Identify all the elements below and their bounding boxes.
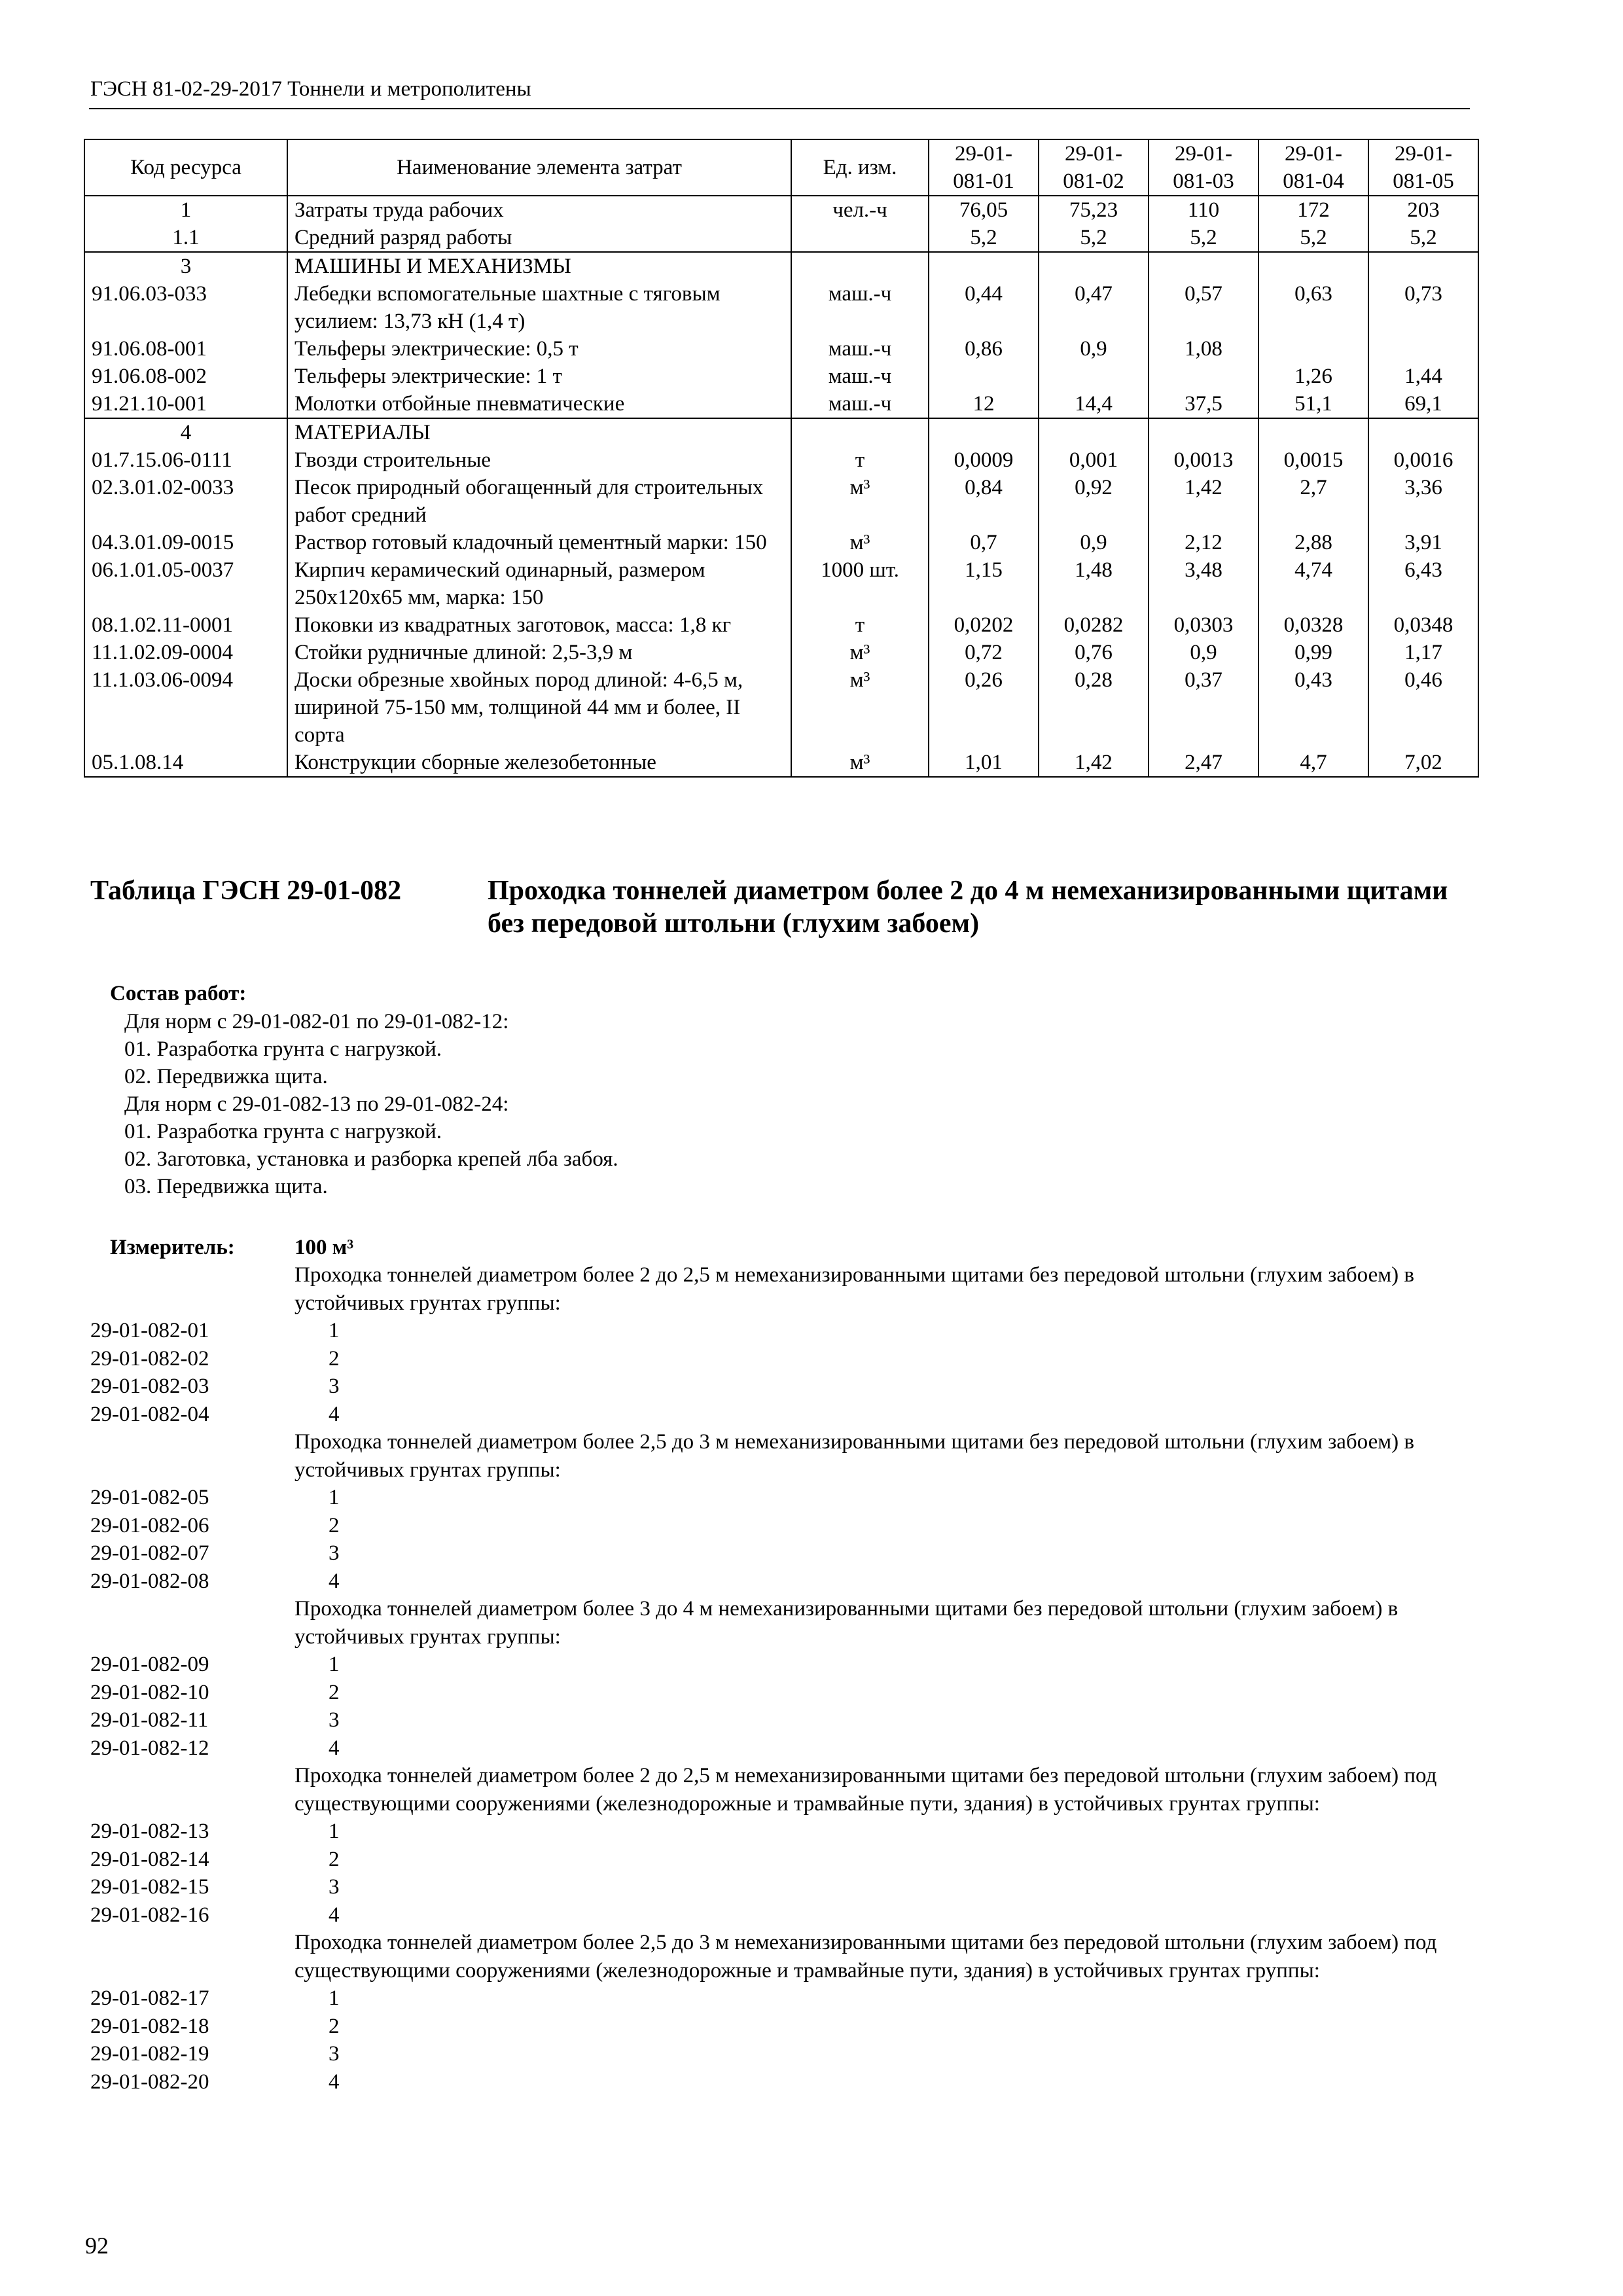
value-cell — [1258, 335, 1368, 363]
value-cell: 1,01 — [929, 749, 1039, 777]
norm-code: 29-01-082-07 — [90, 1541, 209, 1565]
value-cell: 5,2 — [1368, 224, 1478, 252]
table-row — [84, 224, 1478, 252]
norm-code: 29-01-082-12 — [90, 1736, 209, 1760]
table-body — [84, 196, 1478, 777]
value-cell — [1149, 418, 1258, 446]
unit-cell — [791, 252, 929, 280]
norm-group-description: Проходка тоннелей диаметром более 3 до 4 м немеханизированными щитами без передовой штольни (глухим забоем) в устойчивых грунтах группы: — [294, 1597, 1399, 1649]
resource-code-cell: 91.06.08-002 — [84, 363, 287, 390]
value-cell: 0,9 — [1039, 529, 1149, 556]
soil-group-number: 3 — [329, 1374, 340, 1398]
soil-group-number: 1 — [329, 1653, 340, 1676]
resource-code-cell: 3 — [84, 252, 287, 280]
resource-name-cell: Раствор готовый кладочный цементный марки: 150 — [287, 529, 791, 556]
unit-cell: маш.-ч — [791, 363, 929, 390]
soil-group-number: 2 — [329, 1346, 340, 1371]
value-cell: 0,76 — [1039, 639, 1149, 666]
norm-item — [90, 1317, 1478, 1345]
column-header: 29-01- 081-05 — [1368, 139, 1478, 196]
value-cell: 2,88 — [1258, 529, 1368, 556]
value-cell: 1,48 — [1039, 556, 1149, 611]
table-heading: Проходка тоннелей диаметром более 2 до 4 м немеханизированными щитами без передовой штольни (глухим забоем) — [488, 876, 1448, 939]
value-cell: 0,84 — [929, 474, 1039, 529]
norm-group-description: Проходка тоннелей диаметром более 2 до 2,5 м немеханизированными щитами без передовой штольни (глухим забоем) в устойчивых грунтах группы: — [294, 1263, 1414, 1315]
value-cell — [1258, 418, 1368, 446]
value-cell: 2,12 — [1149, 529, 1258, 556]
value-cell — [1039, 418, 1149, 446]
value-cell: 1,42 — [1149, 474, 1258, 529]
soil-group-number: 4 — [329, 1402, 340, 1426]
unit-cell — [791, 224, 929, 252]
norm-item — [90, 1901, 1478, 1929]
resource-name-cell: Тельферы электрические: 1 т — [287, 363, 791, 390]
norm-code: 29-01-082-16 — [90, 1903, 209, 1927]
norm-item — [90, 1818, 1478, 1846]
resource-name-cell: Средний разряд работы — [287, 224, 791, 252]
value-cell: 3,91 — [1368, 529, 1478, 556]
soil-group-number: 4 — [329, 1903, 340, 1927]
resource-code-cell: 1.1 — [84, 224, 287, 252]
resource-code-cell: 06.1.01.05-0037 — [84, 556, 287, 611]
unit-cell: м³ — [791, 529, 929, 556]
resource-code-cell: 91.06.03-033 — [84, 280, 287, 335]
norm-item — [90, 2013, 1478, 2041]
value-cell: 4,74 — [1258, 556, 1368, 611]
soil-group-number: 1 — [329, 1319, 340, 1342]
norm-item — [90, 1651, 1478, 1679]
norm-item — [90, 1706, 1478, 1734]
column-header: Ед. изм. — [791, 139, 929, 196]
value-cell: 1,08 — [1149, 335, 1258, 363]
value-cell: 172 — [1258, 196, 1368, 224]
norm-code: 29-01-082-01 — [90, 1319, 209, 1342]
header-rule — [89, 108, 1470, 109]
value-cell: 12 — [929, 390, 1039, 418]
norm-item — [90, 1539, 1478, 1568]
value-cell: 1,17 — [1368, 639, 1478, 666]
table-row — [84, 196, 1478, 224]
resource-code-cell: 08.1.02.11-0001 — [84, 611, 287, 639]
value-cell — [1149, 363, 1258, 390]
value-cell: 5,2 — [1039, 224, 1149, 252]
norm-code: 29-01-082-18 — [90, 2014, 209, 2038]
norm-code: 29-01-082-19 — [90, 2042, 209, 2066]
unit-cell: м³ — [791, 639, 929, 666]
value-cell: 0,63 — [1258, 280, 1368, 335]
resource-code-cell: 11.1.03.06-0094 — [84, 666, 287, 749]
soil-group-number: 3 — [329, 1541, 340, 1565]
value-cell: 3,48 — [1149, 556, 1258, 611]
value-cell: 0,43 — [1258, 666, 1368, 749]
table-row — [84, 639, 1478, 666]
resource-code-cell: 04.3.01.09-0015 — [84, 529, 287, 556]
column-header: 29-01- 081-03 — [1149, 139, 1258, 196]
value-cell: 5,2 — [929, 224, 1039, 252]
work-step: Для норм с 29-01-082-13 по 29-01-082-24: — [124, 1092, 509, 1116]
unit-cell: м³ — [791, 749, 929, 777]
value-cell — [1368, 252, 1478, 280]
work-step: Для норм с 29-01-082-01 по 29-01-082-12: — [124, 1010, 509, 1033]
resource-code-cell: 91.21.10-001 — [84, 390, 287, 418]
value-cell: 0,72 — [929, 639, 1039, 666]
running-head: ГЭСН 81-02-29-2017 Тоннели и метрополитены — [90, 77, 531, 101]
soil-group-number: 3 — [329, 1708, 340, 1732]
unit-cell: маш.-ч — [791, 280, 929, 335]
value-cell: 69,1 — [1368, 390, 1478, 418]
norm-item — [90, 1734, 1478, 1763]
resource-code-cell: 91.06.08-001 — [84, 335, 287, 363]
resource-code-cell: 05.1.08.14 — [84, 749, 287, 777]
table-row — [84, 556, 1478, 611]
value-cell — [929, 252, 1039, 280]
unit-cell: т — [791, 446, 929, 474]
value-cell: 2,47 — [1149, 749, 1258, 777]
norm-code: 29-01-082-03 — [90, 1374, 209, 1398]
soil-group-number: 1 — [329, 1486, 340, 1509]
value-cell: 0,92 — [1039, 474, 1149, 529]
value-cell: 3,36 — [1368, 474, 1478, 529]
norm-list — [90, 1261, 1478, 2096]
norm-code: 29-01-082-15 — [90, 1875, 209, 1899]
works-label: Состав работ: — [110, 982, 247, 1005]
norm-code: 29-01-082-08 — [90, 1569, 209, 1593]
value-cell: 37,5 — [1149, 390, 1258, 418]
unit-cell: маш.-ч — [791, 335, 929, 363]
table-row — [84, 529, 1478, 556]
value-cell: 51,1 — [1258, 390, 1368, 418]
unit-cell: чел.-ч — [791, 196, 929, 224]
unit-cell: т — [791, 611, 929, 639]
value-cell: 0,001 — [1039, 446, 1149, 474]
norm-code: 29-01-082-17 — [90, 1986, 209, 2010]
value-cell: 0,0282 — [1039, 611, 1149, 639]
value-cell — [1368, 418, 1478, 446]
resource-name-cell: Доски обрезные хвойных пород длиной: 4-6,5 м, шириной 75-150 мм, толщиной 44 мм и более, II сорта — [287, 666, 791, 749]
value-cell — [929, 363, 1039, 390]
value-cell: 0,57 — [1149, 280, 1258, 335]
value-cell: 0,37 — [1149, 666, 1258, 749]
norm-code: 29-01-082-10 — [90, 1680, 209, 1704]
resource-name-cell: Стойки рудничные длиной: 2,5-3,9 м — [287, 639, 791, 666]
value-cell: 0,26 — [929, 666, 1039, 749]
norm-item — [90, 1512, 1478, 1540]
value-cell — [1149, 252, 1258, 280]
unit-cell: маш.-ч — [791, 390, 929, 418]
norm-code: 29-01-082-13 — [90, 1820, 209, 1843]
table-row — [84, 280, 1478, 335]
value-cell: 110 — [1149, 196, 1258, 224]
norm-code: 29-01-082-06 — [90, 1513, 209, 1537]
resource-name-cell: Песок природный обогащенный для строительных работ средний — [287, 474, 791, 529]
value-cell: 0,47 — [1039, 280, 1149, 335]
norm-item — [90, 1568, 1478, 1596]
norm-code: 29-01-082-14 — [90, 1847, 209, 1871]
table-row — [84, 474, 1478, 529]
column-header: Код ресурса — [84, 139, 287, 196]
value-cell — [929, 418, 1039, 446]
norm-item — [90, 1679, 1478, 1707]
norm-group-description: Проходка тоннелей диаметром более 2 до 2,5 м немеханизированными щитами без передовой штольни (глухим забоем) под существующими сооружениями (железнодорожные и трамвайные пути, здания) в устойчивых грунтах группы: — [294, 1764, 1437, 1816]
soil-group-number: 4 — [329, 1569, 340, 1593]
value-cell: 0,28 — [1039, 666, 1149, 749]
value-cell: 2,7 — [1258, 474, 1368, 529]
table-title: Таблица ГЭСН 29-01-082 — [90, 876, 402, 906]
unit-cell: м³ — [791, 666, 929, 749]
table-row — [84, 335, 1478, 363]
resource-name-cell: Затраты труда рабочих — [287, 196, 791, 224]
column-header: 29-01- 081-01 — [929, 139, 1039, 196]
soil-group-number: 1 — [329, 1986, 340, 2010]
norm-item — [90, 1873, 1478, 1901]
table-row — [84, 363, 1478, 390]
resource-code-cell: 1 — [84, 196, 287, 224]
work-step: 01. Разработка грунта с нагрузкой. — [124, 1120, 442, 1143]
work-step: 01. Разработка грунта с нагрузкой. — [124, 1037, 442, 1061]
section-heading-cell: МАТЕРИАЛЫ — [287, 418, 791, 446]
resource-name-cell: Лебедки вспомогательные шахтные с тяговым усилием: 13,73 кН (1,4 т) — [287, 280, 791, 335]
soil-group-number: 2 — [329, 2014, 340, 2038]
norm-code: 29-01-082-11 — [90, 1708, 209, 1732]
resource-code-cell: 02.3.01.02-0033 — [84, 474, 287, 529]
value-cell: 1,26 — [1258, 363, 1368, 390]
table-row — [84, 418, 1478, 446]
value-cell: 1,42 — [1039, 749, 1149, 777]
table-row — [84, 252, 1478, 280]
resource-name-cell: Поковки из квадратных заготовок, масса: 1,8 кг — [287, 611, 791, 639]
column-header: Наименование элемента затрат — [287, 139, 791, 196]
resource-name-cell: Тельферы электрические: 0,5 т — [287, 335, 791, 363]
value-cell: 4,7 — [1258, 749, 1368, 777]
value-cell: 0,0016 — [1368, 446, 1478, 474]
value-cell: 203 — [1368, 196, 1478, 224]
measure-unit: 100 м³ — [294, 1236, 354, 1259]
value-cell: 1,15 — [929, 556, 1039, 611]
table-row — [84, 611, 1478, 639]
resource-name-cell: Молотки отбойные пневматические — [287, 390, 791, 418]
value-cell — [1039, 363, 1149, 390]
value-cell: 0,44 — [929, 280, 1039, 335]
value-cell: 0,0303 — [1149, 611, 1258, 639]
norm-code: 29-01-082-20 — [90, 2070, 209, 2094]
norm-item — [90, 2068, 1478, 2096]
unit-cell: м³ — [791, 474, 929, 529]
value-cell: 0,73 — [1368, 280, 1478, 335]
resource-code-cell: 11.1.02.09-0004 — [84, 639, 287, 666]
norm-item — [90, 1484, 1478, 1512]
work-step: 02. Передвижка щита. — [124, 1065, 328, 1088]
work-step: 03. Передвижка щита. — [124, 1175, 328, 1198]
measure-label: Измеритель: — [110, 1236, 235, 1259]
norm-item — [90, 1345, 1478, 1373]
value-cell: 0,0348 — [1368, 611, 1478, 639]
value-cell — [1039, 252, 1149, 280]
table-row — [84, 390, 1478, 418]
norm-code: 29-01-082-02 — [90, 1346, 209, 1371]
norm-item — [90, 1846, 1478, 1874]
soil-group-number: 3 — [329, 2042, 340, 2066]
value-cell: 1,44 — [1368, 363, 1478, 390]
works-list — [124, 1008, 1368, 1200]
value-cell: 0,46 — [1368, 666, 1478, 749]
table-row — [84, 666, 1478, 749]
value-cell: 75,23 — [1039, 196, 1149, 224]
table-row — [84, 446, 1478, 474]
value-cell: 0,0013 — [1149, 446, 1258, 474]
value-cell: 0,0015 — [1258, 446, 1368, 474]
column-header: 29-01- 081-02 — [1039, 139, 1149, 196]
soil-group-number: 3 — [329, 1875, 340, 1899]
unit-cell: 1000 шт. — [791, 556, 929, 611]
work-step: 02. Заготовка, установка и разборка крепей лба забоя. — [124, 1147, 618, 1171]
norm-code: 29-01-082-05 — [90, 1486, 209, 1509]
table-header-row — [84, 139, 1478, 196]
value-cell — [1368, 335, 1478, 363]
soil-group-number: 2 — [329, 1847, 340, 1871]
value-cell: 7,02 — [1368, 749, 1478, 777]
resource-name-cell: Кирпич керамический одинарный, размером 250х120х65 мм, марка: 150 — [287, 556, 791, 611]
table-row — [84, 749, 1478, 777]
value-cell: 0,7 — [929, 529, 1039, 556]
unit-cell — [791, 418, 929, 446]
resource-code-cell: 01.7.15.06-0111 — [84, 446, 287, 474]
norm-item — [90, 1401, 1478, 1429]
resource-code-cell: 4 — [84, 418, 287, 446]
value-cell: 0,9 — [1039, 335, 1149, 363]
value-cell: 0,86 — [929, 335, 1039, 363]
value-cell: 6,43 — [1368, 556, 1478, 611]
page-number: 92 — [85, 2233, 109, 2259]
norm-group-description: Проходка тоннелей диаметром более 2,5 до 3 м немеханизированными щитами без передовой штольни (глухим забоем) под существующими сооружениями (железнодорожные и трамвайные пути, здания) в устойчивых грунтах группы: — [294, 1931, 1437, 1982]
value-cell: 0,0328 — [1258, 611, 1368, 639]
soil-group-number: 4 — [329, 1736, 340, 1760]
resource-name-cell: Гвозди строительные — [287, 446, 791, 474]
section-heading-cell: МАШИНЫ И МЕХАНИЗМЫ — [287, 252, 791, 280]
resource-table — [84, 139, 1479, 778]
value-cell: 5,2 — [1149, 224, 1258, 252]
norm-item — [90, 1372, 1478, 1401]
value-cell: 0,0202 — [929, 611, 1039, 639]
norm-code: 29-01-082-04 — [90, 1402, 209, 1426]
value-cell: 5,2 — [1258, 224, 1368, 252]
soil-group-number: 4 — [329, 2070, 340, 2094]
norm-item — [90, 2040, 1478, 2068]
soil-group-number: 2 — [329, 1680, 340, 1704]
value-cell: 0,9 — [1149, 639, 1258, 666]
value-cell: 76,05 — [929, 196, 1039, 224]
value-cell: 14,4 — [1039, 390, 1149, 418]
resource-name-cell: Конструкции сборные железобетонные — [287, 749, 791, 777]
value-cell: 0,0009 — [929, 446, 1039, 474]
norm-item — [90, 1984, 1478, 2013]
soil-group-number: 2 — [329, 1513, 340, 1537]
value-cell: 0,99 — [1258, 639, 1368, 666]
norm-code: 29-01-082-09 — [90, 1653, 209, 1676]
soil-group-number: 1 — [329, 1820, 340, 1843]
norm-group-description: Проходка тоннелей диаметром более 2,5 до 3 м немеханизированными щитами без передовой штольни (глухим забоем) в устойчивых грунтах группы: — [294, 1430, 1414, 1482]
column-header: 29-01- 081-04 — [1258, 139, 1368, 196]
value-cell — [1258, 252, 1368, 280]
